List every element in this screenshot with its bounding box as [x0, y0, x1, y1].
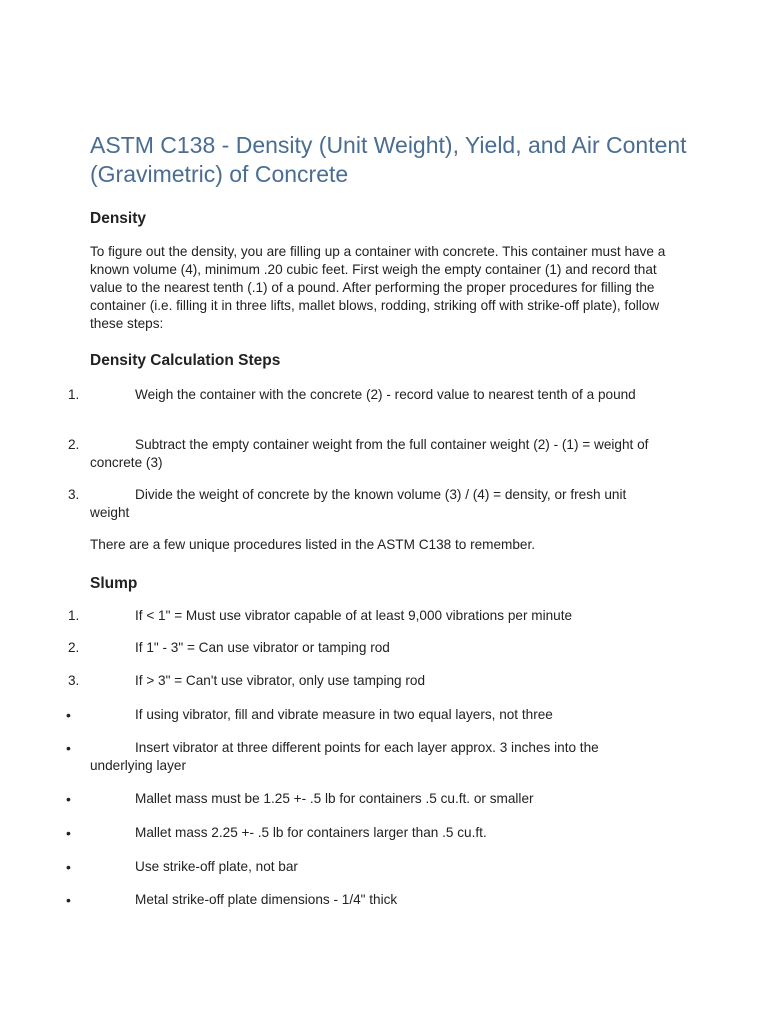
slump-heading: Slump: [90, 575, 138, 592]
list-item: [0, 386, 768, 404]
list-item-text: If < 1" = Must use vibrator capable of at least 9,000 vibrations per minute: [135, 608, 573, 623]
bullet-marker: •: [66, 825, 71, 841]
list-item-text: Mallet mass must be 1.25 +- .5 lb for containers .5 cu.ft. or smaller: [135, 791, 534, 806]
bullet-marker: •: [66, 892, 71, 908]
list-marker: 2.: [68, 437, 80, 452]
list-item-text: If using vibrator, fill and vibrate measure in two equal layers, not three: [135, 707, 553, 722]
list-item-text: Mallet mass 2.25 +- .5 lb for containers larger than .5 cu.ft.: [135, 825, 487, 840]
bullet-marker: •: [66, 859, 71, 875]
list-marker: 1.: [68, 608, 80, 623]
bullet-marker: •: [66, 791, 71, 807]
list-item: [0, 706, 768, 724]
steps-note: There are a few unique procedures listed in the ASTM C138 to remember.: [90, 537, 536, 552]
list-item-text: Use strike-off plate, not bar: [135, 859, 298, 874]
list-item: [0, 824, 768, 842]
list-item: [0, 739, 768, 775]
list-item: [0, 891, 768, 909]
list-item: [0, 639, 768, 657]
list-marker: 3.: [68, 673, 80, 688]
list-item: [0, 672, 768, 690]
list-item: [0, 607, 768, 625]
density-paragraph: To figure out the density, you are filling up a container with concrete. This container must have a known volume (4), minimum .20 cubic feet. First weigh the empty container (1) and record that value to the nearest tenth (.1) of a pound. After performing the proper procedures for filling the container (i.e. filling it in three lifts, mallet blows, rodding, striking off with strike-off plate), follow these steps:: [90, 244, 666, 331]
list-item-text: If 1" - 3" = Can use vibrator or tamping rod: [135, 640, 390, 655]
list-item: [0, 436, 768, 472]
bullet-marker: •: [66, 740, 71, 756]
list-item-text: If > 3" = Can't use vibrator, only use tamping rod: [135, 673, 426, 688]
steps-heading: Density Calculation Steps: [90, 352, 281, 369]
page-title: ASTM C138 - Density (Unit Weight), Yield, and Air Content (Gravimetric) of Concrete: [90, 132, 687, 187]
list-item-text: Divide the weight of concrete by the known volume (3) / (4) = density, or fresh unit weight: [90, 487, 627, 520]
list-marker: 1.: [68, 387, 80, 402]
list-marker: 3.: [68, 487, 80, 502]
list-marker: 2.: [68, 640, 80, 655]
list-item-text: Weigh the container with the concrete (2) - record value to nearest tenth of a pound: [135, 387, 636, 402]
list-item: [0, 858, 768, 876]
list-item-text: Insert vibrator at three different points for each layer approx. 3 inches into the underlying layer: [90, 740, 599, 773]
list-item-text: Metal strike-off plate dimensions - 1/4" thick: [135, 892, 398, 907]
list-item-text: Subtract the empty container weight from the full container weight (2) - (1) = weight of concrete (3): [90, 437, 649, 470]
list-item: [0, 486, 768, 522]
density-heading: Density: [90, 210, 146, 227]
list-item: [0, 790, 768, 808]
bullet-marker: •: [66, 707, 71, 723]
